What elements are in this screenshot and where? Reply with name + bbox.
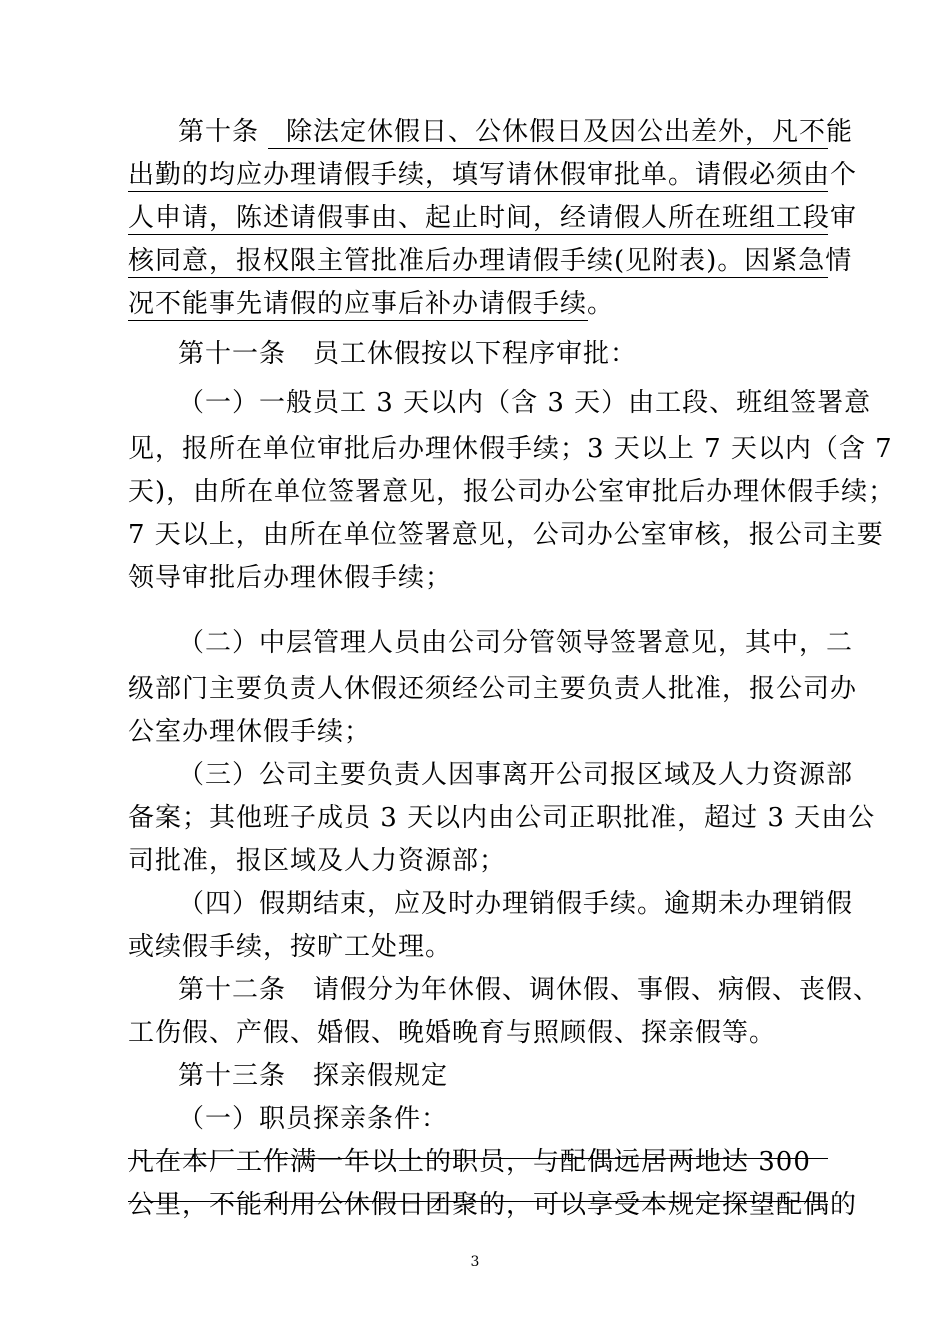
- text-line: 天)，由所在单位签署意见，报公司办公室审批后办理休假手续；: [128, 477, 896, 507]
- underline: [128, 277, 828, 278]
- text-line: 第十一条 员工休假按以下程序审批：: [178, 339, 638, 369]
- text-line: 人申请，陈述请假事由、起止时间，经请假人所在班组工段审: [128, 203, 858, 233]
- page-number: 3: [470, 1254, 480, 1270]
- underline: [128, 320, 588, 321]
- text-line: 工伤假、产假、婚假、晚婚晚育与照顾假、探亲假等。: [128, 1018, 777, 1048]
- text-line: 备案；其他班子成员 3 天以内由公司正职批准，超过 3 天由公: [128, 803, 876, 833]
- text-line: 司批准，报区域及人力资源部；: [128, 846, 507, 876]
- underline: [128, 234, 828, 235]
- text-line: （一）职员探亲条件：: [178, 1104, 449, 1134]
- text-line: （二）中层管理人员由公司分管领导签署意见，其中，二: [178, 628, 854, 658]
- text-line: 7 天以上，由所在单位签署意见，公司办公室审核，报公司主要: [128, 520, 884, 550]
- text-line: 况不能事先请假的应事后补办请假手续。: [128, 289, 615, 319]
- text-line: 公室办理休假手续；: [128, 717, 372, 747]
- text-line: 核同意，报权限主管批准后办理请假手续(见附表)。因紧急情: [128, 246, 853, 276]
- text-line: （三）公司主要负责人因事离开公司报区域及人力资源部: [178, 760, 854, 790]
- text-line: 见，报所在单位审批后办理休假手续；3 天以上 7 天以内（含 7: [128, 434, 893, 464]
- text-line: 公里，不能利用公休假日团聚的，可以享受本规定探望配偶的: [128, 1190, 858, 1220]
- text-line: （四）假期结束，应及时办理销假手续。逾期未办理销假: [178, 889, 854, 919]
- underline: [128, 1201, 828, 1202]
- text-line: 第十条 除法定休假日、公休假日及因公出差外，凡不能: [178, 117, 854, 147]
- text-line: （一）一般员工 3 天以内（含 3 天）由工段、班组签署意: [178, 388, 872, 418]
- underline: [128, 1158, 828, 1159]
- underline: [268, 148, 828, 149]
- text-line: 凡在本厂工作满一年以上的职员，与配偶远居两地达 300: [128, 1147, 811, 1177]
- text-line: 出勤的均应办理请假手续，填写请休假审批单。请假必须由个: [128, 160, 858, 190]
- text-line: 第十三条 探亲假规定: [178, 1061, 449, 1091]
- text-line: 或续假手续，按旷工处理。: [128, 932, 453, 962]
- text-line: 第十二条 请假分为年休假、调休假、事假、病假、丧假、: [178, 975, 881, 1005]
- text-line: 级部门主要负责人休假还须经公司主要负责人批准，报公司办: [128, 674, 858, 704]
- text-line: 领导审批后办理休假手续；: [128, 563, 453, 593]
- underline: [128, 191, 828, 192]
